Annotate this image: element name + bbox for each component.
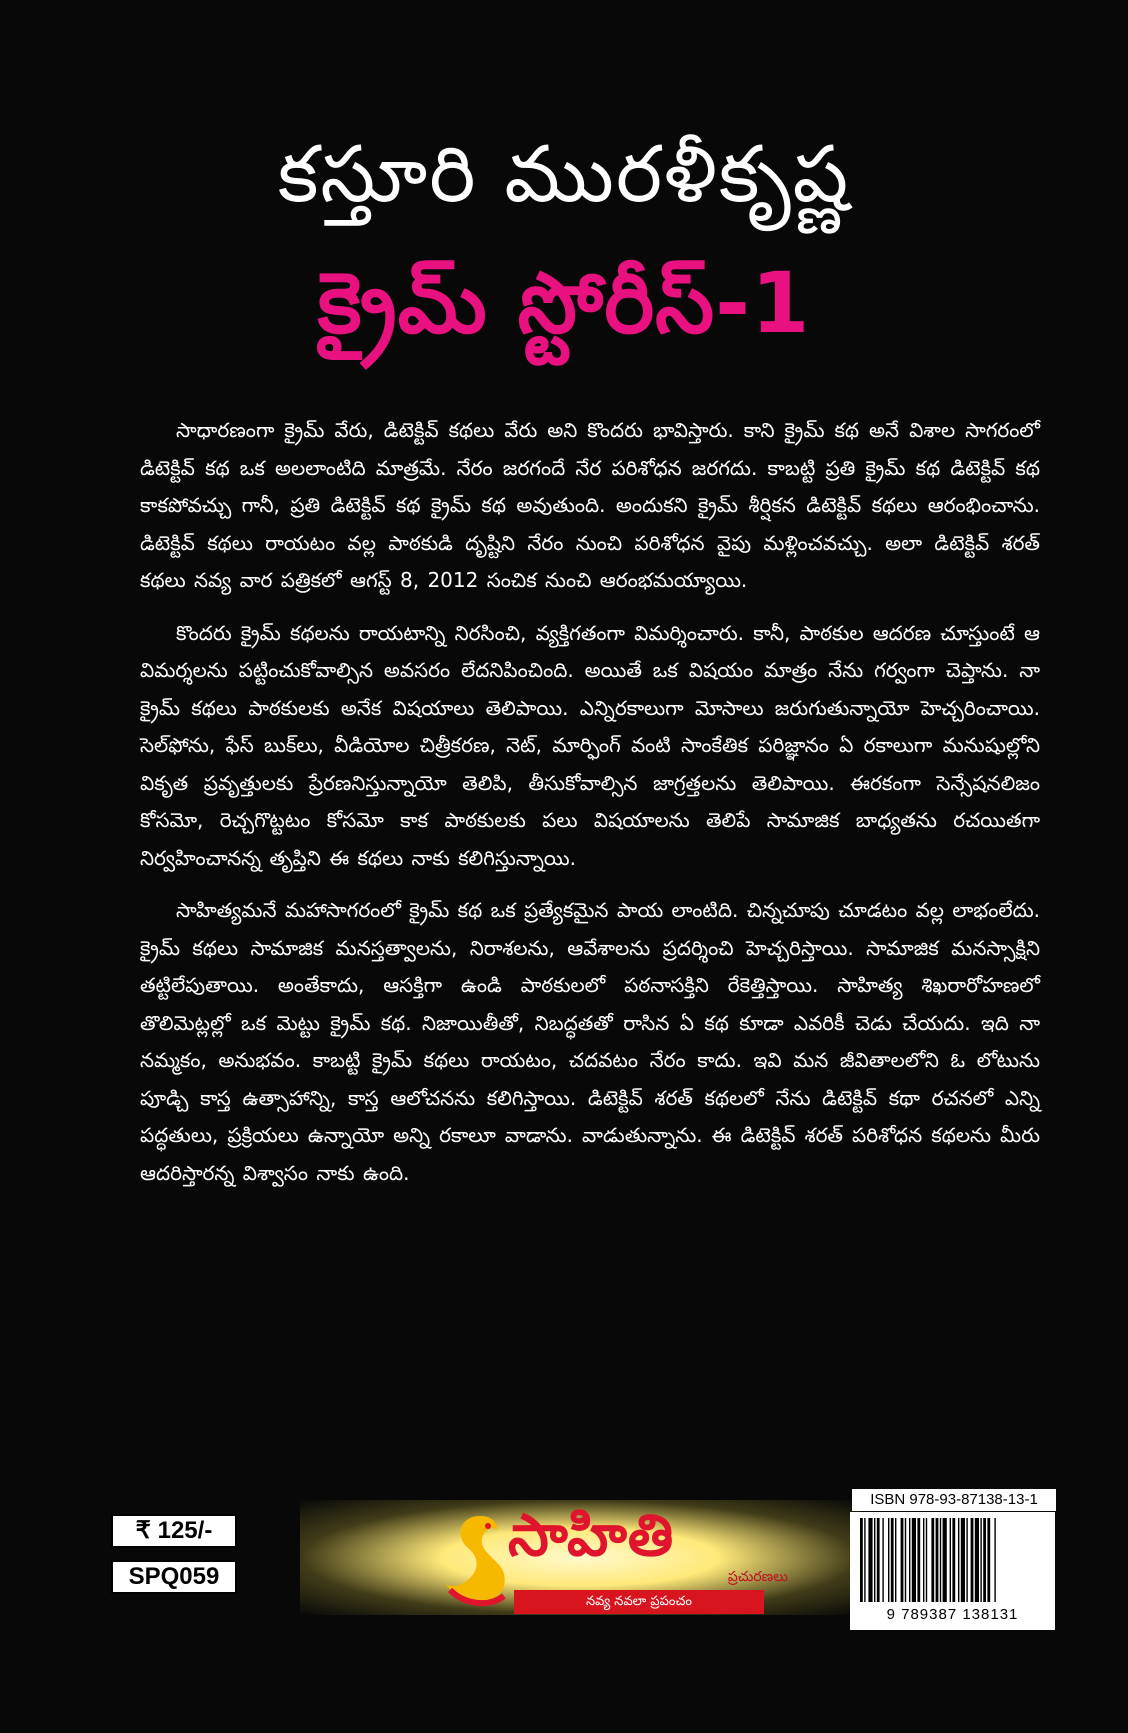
barcode-bar xyxy=(912,1518,916,1602)
product-code: SPQ059 xyxy=(111,1560,237,1594)
publisher-name: సాహితి xyxy=(508,1501,675,1569)
price-label: ₹ 125/- xyxy=(111,1514,237,1548)
blurb-paragraph-2: కొందరు క్రైమ్ కథలను రాయటాన్ని నిరసించి, వ్యక్తిగతంగా విమర్శించారు. కానీ, పాఠకుల ఆదరణ చూస్తుంటే ఆ విమర్శలను పట్టించుకోవాల్సిన అవసరం లేదనిపించింది. అయితే ఒక విషయం మాత్రం నేను గర్వంగా చెప్తాను. నా క్రైమ్ కథలు పాఠకులకు అనేక విషయాలు తెలిపాయి. ఎన్నిరకాలుగా మోసాలు జరుగుతున్నాయో హెచ్చరించాయి. సెల్‌ఫోను, ఫేస్ బుక్‌లు, వీడియోల చిత్రీకరణ, నెట్, మార్ఫింగ్ వంటి సాంకేతిక పరిజ్ఞానం ఏ రకాలుగా మనుషుల్లోని వికృత ప్రవృత్తులకు ప్రేరణనిస్తున్నాయో తెలిపి, తీసుకోవాల్సిన జాగ్రత్తలను తెలిపాయి. ఈరకంగా సెన్సేషనలిజం కోసమో, రెచ్చగొట్టటం కోసమో కాక పాఠకులకు పలు విషయాలను తెలిపే సామాజిక బాధ్యతను రచయితగా నిర్వహించానన్న తృప్తిని ఈ కథలు నాకు కలిగిస్తున్నాయి. xyxy=(140,620,1040,870)
barcode xyxy=(850,1512,1055,1630)
barcode-bar xyxy=(987,1518,990,1602)
barcode-bar xyxy=(943,1518,947,1602)
blurb-paragraph-1: సాధారణంగా క్రైమ్ వేరు, డిటెక్టివ్ కథలు వేరు అని కొందరు భావిస్తారు. కాని క్రైమ్ కథ అనే విశాల సాగరంలో డిటెక్టివ్ కథ ఒక అలలాంటిది మాత్రమే. నేరం జరగందే నేర పరిశోధన జరగదు. కాబట్టి ప్రతి క్రైమ్ కథ డిటెక్టివ్ కథ కాకపోవచ్చు గానీ, ప్రతి డిటెక్టివ్ కథ క్రైమ్ కథ అవుతుంది. అందుకని క్రైమ్ శీర్షికన డిటెక్టివ్ కథలు ఆరంభించాను. డిటెక్టివ్ కథలు రాయటం వల్ల పాఠకుడి దృష్టిని నేరం నుంచి పరిశోధన వైపు మళ్లించవచ్చు. అలా డిటెక్టివ్ శరత్ కథలు నవ్య వార పత్రికలో ఆగస్ట్ 8, 2012 సంచిక నుంచి ఆరంభమయ్యాయి. xyxy=(140,418,1040,592)
barcode-bar xyxy=(917,1518,920,1602)
barcode-bar xyxy=(909,1518,910,1602)
publisher-tagline: నవ్య నవలా ప్రపంచం xyxy=(514,1590,764,1614)
barcode-bar xyxy=(975,1518,979,1602)
barcode-bar xyxy=(926,1518,927,1602)
back-cover-blurb xyxy=(140,412,1040,1207)
barcode-bar xyxy=(905,1518,906,1602)
barcode-bar xyxy=(877,1518,880,1602)
blurb-paragraph-3: సాహిత్యమనే మహాసాగరంలో క్రైమ్ కథ ఒక ప్రత్యేకమైన పాయ లాంటిది. చిన్నచూపు చూడటం వల్ల లాభంలేదు. క్రైమ్ కథలు సామాజిక మనస్తత్వాలను, నిరాశలను, ఆవేశాలను ప్రదర్శించి హెచ్చరిస్తాయి. సామాజిక మనస్సాక్షిని తట్టిలేపుతాయి. అంతేకాదు, ఆసక్తిగా ఉండి పాఠకులలో పఠనాసక్తిని రేకెత్తిస్తాయి. సాహిత్య శిఖరారోహణలో తొలిమెట్లల్లో ఒక మెట్టు క్రైమ్ కథ. నిజాయితీతో, నిబద్ధతతో రాసిన ఏ కథ కూడా ఎవరికీ చెడు చేయదు. ఇది నా నమ్మకం, అనుభవం. కాబట్టి క్రైమ్ కథలు రాయటం, చదవటం నేరం కాదు. ఇవి మన జీవితాలలోని ఓ లోటును పూడ్చి కాస్త ఉత్సాహాన్ని, కాస్త ఆలోచనను కలిగిస్తాయి. డిటెక్టివ్ శరత్ కథలలో నేను డిటెక్టివ్ కథా రచనలో ఎన్ని పద్ధతులు, ప్రక్రియలు ఉన్నాయో అన్ని రకాలూ వాడాను. వాడుతున్నాను. ఈ డిటెక్టివ్ శరత్ పరిశోధన కథలను మీరు ఆదరిస్తారన్న విశ్వాసం నాకు ఉంది. xyxy=(140,898,1040,1185)
barcode-bar xyxy=(888,1518,889,1602)
publisher-subtitle: ప్రచురణలు xyxy=(727,1569,788,1585)
barcode-bar xyxy=(952,1518,955,1602)
barcode-bar xyxy=(895,1518,896,1602)
barcode-bar xyxy=(966,1518,967,1602)
barcode-bar xyxy=(950,1518,951,1602)
isbn-text: ISBN 978-93-87138-13-1 xyxy=(852,1489,1056,1511)
barcode-bar xyxy=(980,1518,981,1602)
barcode-bar xyxy=(882,1518,883,1602)
barcode-bar xyxy=(971,1518,974,1602)
book-title: క్రైమ్ స్టోరీస్-1 xyxy=(317,254,811,352)
barcode-bar xyxy=(961,1518,965,1602)
barcode-bar xyxy=(901,1518,904,1602)
barcode-number: 9 789387 138131 xyxy=(886,1606,1019,1623)
barcode-bar xyxy=(983,1518,986,1602)
publisher-logo xyxy=(300,1500,860,1615)
barcode-bar xyxy=(864,1518,865,1602)
barcode-bar xyxy=(994,1518,995,1602)
barcode-bar xyxy=(874,1518,875,1602)
swan-icon xyxy=(440,1508,510,1613)
barcode-bar xyxy=(958,1518,959,1602)
barcode-bar xyxy=(860,1518,863,1602)
barcode-bar xyxy=(931,1518,934,1602)
barcode-bar xyxy=(936,1518,939,1602)
barcode-bars xyxy=(856,1518,1049,1604)
barcode-bar xyxy=(923,1518,924,1602)
barcode-bar xyxy=(891,1518,894,1602)
author-name: కస్తూరి మురళీకృష్ణ xyxy=(277,130,851,220)
barcode-bar xyxy=(940,1518,941,1602)
barcode-bar xyxy=(868,1518,872,1602)
